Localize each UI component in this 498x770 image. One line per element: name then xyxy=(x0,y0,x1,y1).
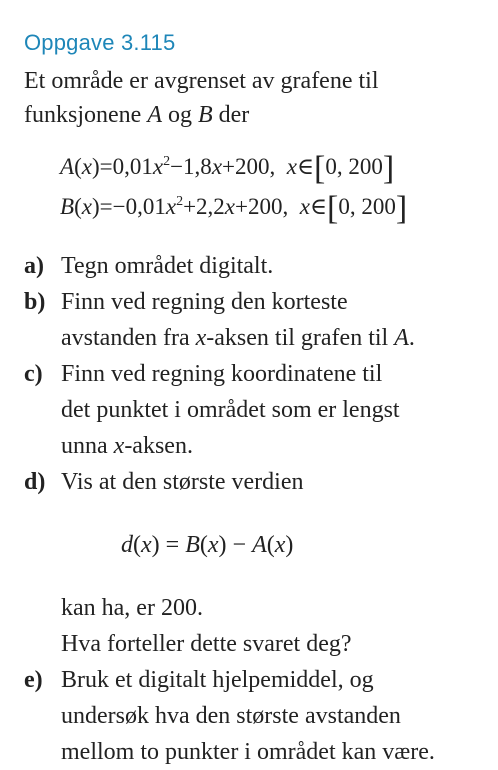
var-x: x xyxy=(195,325,207,351)
task-label: e) xyxy=(24,667,43,693)
func-name: d xyxy=(121,532,133,558)
intro-text-part: funksjonene xyxy=(24,102,148,128)
var-x: x xyxy=(286,154,297,179)
text-part: unna xyxy=(61,433,114,459)
var-x: x xyxy=(207,532,219,558)
constant: +200, xyxy=(235,194,289,219)
text-part: avstanden fra xyxy=(61,325,196,351)
task-text: undersøk hva den største avstanden xyxy=(61,703,401,729)
task-text: Finn ved regning koordinatene til xyxy=(61,361,383,387)
equals-sign: = xyxy=(159,532,186,558)
formula-a xyxy=(60,150,395,187)
coefficient: 0,01 xyxy=(112,154,153,179)
paren: ) xyxy=(91,154,100,179)
task-b xyxy=(24,284,488,356)
domain-interval: 0, 200 xyxy=(325,154,383,179)
minus-sign: − xyxy=(226,532,253,558)
task-text: kan ha, er 200. xyxy=(61,595,203,621)
paren: ) xyxy=(91,194,100,219)
var-x: x xyxy=(113,433,125,459)
paren: ( xyxy=(74,194,82,219)
var-x: x xyxy=(274,532,286,558)
intro-line-2 xyxy=(24,98,484,132)
paren: ( xyxy=(74,154,82,179)
equals-sign: = xyxy=(99,194,113,219)
func-name: A xyxy=(60,154,75,179)
task-text: Bruk et digitalt hjelpemiddel, og xyxy=(61,667,374,693)
text-part: . xyxy=(408,325,415,351)
paren: ) xyxy=(218,532,227,558)
intro-text-part: og xyxy=(161,102,198,128)
coefficient: −1,8 xyxy=(170,154,212,179)
paren: ( xyxy=(199,532,208,558)
var-x: x xyxy=(152,154,164,179)
paren: ) xyxy=(285,532,294,558)
paren: ( xyxy=(266,532,275,558)
constant: +200, xyxy=(222,154,276,179)
text-part: -aksen til grafen til xyxy=(206,325,395,351)
task-list xyxy=(24,248,488,770)
task-text: Hva forteller dette svaret deg? xyxy=(61,631,352,657)
task-label: d) xyxy=(24,469,46,495)
var-a: A xyxy=(147,102,162,128)
exercise-title: Oppgave 3.115 xyxy=(24,30,176,55)
exponent: 2 xyxy=(176,194,184,209)
task-label: c) xyxy=(24,361,43,387)
equals-sign: = xyxy=(99,154,113,179)
task-c xyxy=(24,356,488,464)
var-x: x xyxy=(81,154,92,179)
func-name: B xyxy=(60,194,75,219)
func-name: A xyxy=(252,532,267,558)
task-text: Tegn området digitalt. xyxy=(61,253,274,279)
var-x: x xyxy=(211,154,223,179)
task-text: det punktet i området som er lengst xyxy=(61,397,400,423)
task-label: a) xyxy=(24,253,44,279)
var-b: B xyxy=(197,102,213,128)
var-x: x xyxy=(299,194,310,219)
bracket-right: ] xyxy=(395,190,408,227)
task-label: b) xyxy=(24,289,46,315)
formula-b xyxy=(60,190,408,227)
var-x: x xyxy=(224,194,236,219)
var-x: x xyxy=(141,532,152,558)
domain-interval: 0, 200 xyxy=(338,194,396,219)
task-a xyxy=(24,248,488,284)
task-text xyxy=(61,428,488,464)
paren: ( xyxy=(133,532,141,558)
task-text xyxy=(61,320,488,356)
difference-equation xyxy=(121,527,293,563)
task-text: Finn ved regning den korteste xyxy=(61,289,348,315)
bracket-left: [ xyxy=(314,150,326,187)
intro-line-1: Et område er avgrenset av grafene til xyxy=(24,68,379,94)
var-x: x xyxy=(165,194,177,219)
task-d xyxy=(24,464,488,662)
paren: ) xyxy=(151,532,160,558)
task-text: mellom to punkter i området kan være. xyxy=(61,739,435,765)
equation-d xyxy=(61,500,488,590)
intro-text xyxy=(24,64,484,132)
task-e xyxy=(24,662,488,770)
var-a: A xyxy=(394,325,409,351)
coefficient: +2,2 xyxy=(183,194,225,219)
exponent: 2 xyxy=(163,154,171,169)
coefficient: −0,01 xyxy=(112,194,166,219)
intro-text-part: der xyxy=(212,102,250,128)
var-x: x xyxy=(81,194,92,219)
element-of-symbol: ∈ xyxy=(296,154,315,179)
func-name: B xyxy=(185,532,200,558)
bracket-left: [ xyxy=(327,190,339,227)
text-part: -aksen. xyxy=(124,433,193,459)
bracket-right: ] xyxy=(382,150,395,187)
element-of-symbol: ∈ xyxy=(309,194,327,219)
task-text: Vis at den største verdien xyxy=(61,469,304,495)
